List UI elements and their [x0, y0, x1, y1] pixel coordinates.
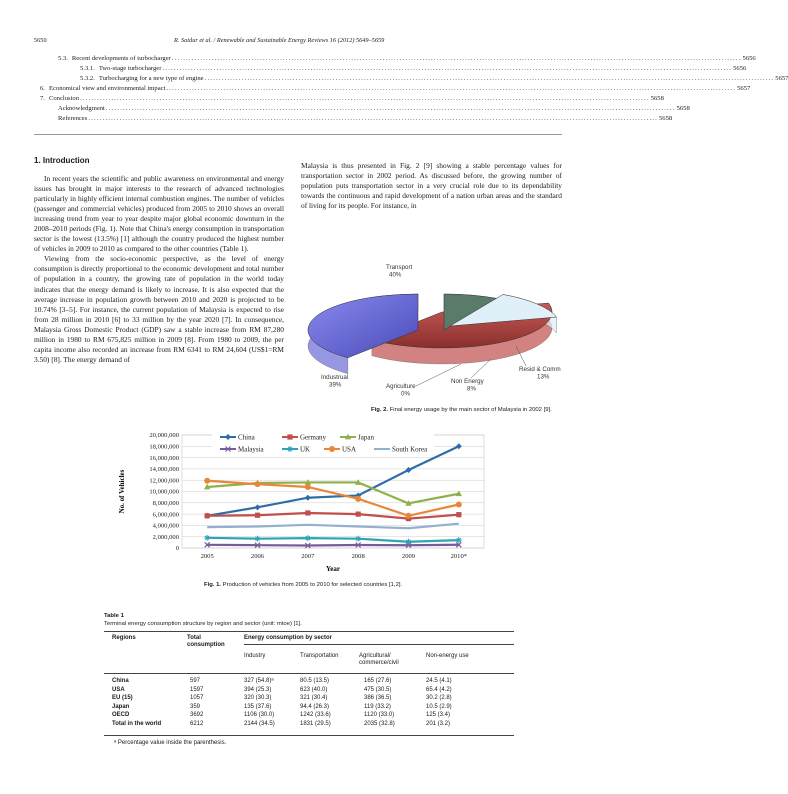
y-tick-label: 4,000,000 — [152, 522, 179, 530]
table-cell-industry: 1106 (30.0) — [244, 712, 275, 719]
x-tick-label: 2006 — [250, 553, 265, 560]
legend-label-china: China — [238, 433, 255, 442]
table-cell-transport: 1831 (29.5) — [300, 721, 331, 727]
toc-number: 6. — [40, 85, 45, 92]
pie-label-nonenergy — [451, 378, 485, 393]
table-cell-total: 3692 — [190, 712, 204, 719]
x-tick-label: 2009 — [401, 553, 416, 560]
toc-title: Two-stage turbocharger — [98, 65, 162, 72]
table-cell-region: China — [112, 678, 129, 684]
toc-leader: ........................................................................................................................................................................................................ — [171, 55, 742, 62]
x-tick-label: 2008 — [351, 553, 365, 560]
pie-label-value: 13% — [537, 373, 550, 381]
y-tick-label: 10,000,000 — [149, 488, 179, 496]
toc-entry[interactable] — [34, 65, 747, 74]
page-number: 5650 — [34, 37, 47, 44]
pie-label-value: 0% — [401, 390, 410, 398]
toc-title: Turbocharging for a new type of engine — [98, 75, 204, 82]
toc-leader: ........................................................................................................................................................................................................ — [105, 105, 676, 112]
legend-label-uk: UK — [300, 445, 311, 454]
toc-entry[interactable] — [34, 115, 673, 124]
data-point-usa — [204, 478, 210, 484]
toc-title: Economical view and environmental impact — [48, 85, 166, 92]
table-row — [104, 721, 514, 729]
series-line-malaysia — [207, 545, 459, 546]
caption-text: Production of vehicles from 2005 to 2010 for selected countries [1,2]. — [222, 582, 403, 588]
pie-label-value: 8% — [467, 385, 476, 393]
toc-divider — [34, 134, 562, 135]
table-cell-region: OECD — [112, 712, 130, 719]
table-cell-total: 6212 — [190, 721, 204, 727]
toc-leader: ........................................................................................................................................................................................................ — [204, 75, 775, 82]
caption-label: Fig. 2. — [371, 407, 389, 413]
y-tick-label: 16,000,000 — [149, 454, 179, 462]
toc-entry[interactable] — [34, 85, 751, 94]
legend-label-south-korea: South Korea — [392, 445, 428, 454]
table-cell-agri: 386 (36.5) — [364, 695, 392, 702]
toc-page: 5657 — [775, 75, 788, 82]
table-row — [104, 687, 514, 695]
legend-label-usa: USA — [342, 445, 357, 454]
pie-label-text: Non Energy — [451, 378, 484, 385]
table-cell-region: Total in the world — [112, 721, 162, 727]
toc-entry[interactable] — [34, 55, 756, 64]
table-cell-total: 1597 — [190, 686, 204, 693]
data-point-usa — [255, 481, 261, 487]
table-cell-transport: 80.5 (13.5) — [300, 678, 330, 684]
table-cell-industry: 320 (30.3) — [244, 695, 272, 702]
x-tick-label: 2007 — [301, 553, 315, 560]
table-cell-nonenergy: 30.2 (2.8) — [426, 695, 452, 702]
toc-title: Recent developments of turbocharger — [71, 55, 171, 62]
table-row — [104, 712, 514, 720]
table-cell-region: USA — [112, 686, 125, 693]
pie-label-industrual — [321, 374, 348, 389]
legend-label-germany: Germany — [300, 433, 327, 442]
table-cell-agri: 475 (30.5) — [364, 686, 392, 693]
data-point-germany — [305, 510, 310, 515]
y-tick-label: 8,000,000 — [152, 500, 179, 507]
pie-label-text: Resid & Comm — [519, 366, 561, 373]
col-header-industry: Industry — [244, 653, 266, 659]
table-cell-nonenergy: 125 (3.4) — [426, 712, 451, 719]
table-cell-industry: 135 (37.6) — [244, 703, 272, 710]
left-column — [34, 174, 284, 365]
data-point-usa — [406, 513, 412, 519]
table-cell-total: 597 — [190, 678, 201, 684]
group-rule — [244, 644, 514, 645]
data-point-usa — [456, 501, 462, 507]
y-tick-label: 6,000,000 — [152, 511, 179, 519]
table-of-contents — [34, 55, 788, 130]
data-point-germany — [205, 513, 210, 518]
toc-number: 5.3.1. — [80, 65, 95, 72]
x-tick-label: 2005 — [200, 553, 214, 560]
toc-page: 5656 — [733, 65, 747, 72]
data-point-germany — [456, 512, 461, 517]
x-axis-label: Year — [326, 565, 340, 573]
table-cell-transport: 623 (40.0) — [300, 686, 328, 693]
table-cell-nonenergy: 201 (3.2) — [426, 721, 451, 727]
right-column — [301, 161, 562, 211]
table-row — [104, 678, 514, 686]
col-header-agri: Agricultural/ commerce/civil — [359, 653, 399, 666]
y-tick-label: 18,000,000 — [149, 443, 179, 451]
table-cell-agri: 2035 (32.8) — [364, 721, 395, 727]
running-header — [34, 37, 562, 44]
pie-label-value: 39% — [329, 381, 342, 389]
data-point-usa — [305, 484, 311, 490]
table1-footnote: ᵃ Percentage value inside the parenthesis. — [114, 740, 227, 746]
data-point-usa — [355, 496, 361, 502]
table-cell-total: 1057 — [190, 695, 204, 702]
table-cell-nonenergy: 65.4 (4.2) — [426, 686, 452, 693]
toc-leader: ........................................................................................................................................................................................................ — [166, 85, 737, 92]
table-cell-region: EU (15) — [112, 695, 133, 702]
y-axis-label: No. of Vehicles — [118, 469, 126, 514]
legend-marker-germany — [287, 434, 292, 439]
y-tick-label: 12,000,000 — [149, 477, 179, 485]
intro-paragraph-3: Malaysia is thus presented in Fig. 2 [9] showing a stable percentage values for transportation sector in 2002 period. As discussed before, the growing number of population puts transportation sector in a very crucial role due to its dependability towards the continuous and rapid development of a nation urban areas and the standard of living for its people. For instance, in — [301, 161, 562, 211]
fig2-pie-chart — [301, 256, 562, 402]
table-cell-agri: 165 (27.6) — [364, 678, 392, 684]
y-tick-label: 0 — [175, 545, 179, 553]
fig1-caption — [204, 582, 402, 588]
header-rule — [104, 673, 514, 674]
table-row — [104, 695, 514, 703]
table1-label: Table 1 — [104, 613, 124, 619]
toc-title: Conclusion — [48, 95, 79, 102]
x-tick-label: 2010* — [450, 553, 468, 560]
y-tick-label: 2,000,000 — [152, 533, 179, 541]
toc-page: 5658 — [658, 115, 673, 122]
table-cell-transport: 94.4 (26.3) — [300, 703, 330, 710]
section-heading: 1. Introduction — [34, 156, 90, 165]
y-tick-label: 20,000,000 — [149, 432, 179, 440]
table-cell-agri: 119 (33.2) — [364, 703, 391, 710]
caption-text: Final energy usage by the main sector of Malaysia in 2002 [9]. — [389, 407, 552, 413]
intro-paragraph-1: In recent years the scientific and public awareness on environmental and energy issues has brought in major interests to the research of advanced technologies particularly in highly efficient internal combustion engines. The number of vehicles (passenger and commercial vehicles) produced from 2005 to 2010 shows an overall increasing trend from year to year despite major global economic downturn in the 2008–2010 periods (Fig. 1). Note that China's energy consumption in transportation sector is the lowest (13.5%) [1] although the country produced the highest number of vehicles in 2009 to 2010 as compared to the other countries (Table 1). — [34, 174, 284, 254]
toc-number: 7. — [40, 95, 45, 102]
toc-page: 5656 — [742, 55, 756, 62]
table-cell-transport: 321 (30.4) — [300, 695, 328, 702]
pie-label-text: Transport — [386, 264, 413, 271]
table-cell-agri: 1120 (33.0) — [364, 712, 395, 719]
legend-label-japan: Japan — [358, 433, 374, 442]
toc-entry[interactable] — [34, 75, 788, 84]
fig1-line-chart — [112, 424, 492, 582]
pie-label-transport — [386, 264, 413, 279]
col-header-group: Energy consumption by sector — [244, 635, 333, 641]
col-header-total: Total consumption — [187, 635, 225, 648]
table-cell-total: 359 — [190, 703, 201, 710]
table-cell-region: Japan — [112, 703, 130, 710]
caption-label: Fig. 1. — [204, 582, 222, 588]
toc-page: 5658 — [676, 105, 690, 112]
table-cell-industry: 2144 (34.5) — [244, 721, 275, 727]
pie-label-text: Industrual — [321, 374, 349, 381]
data-point-germany — [356, 512, 361, 517]
pie-label-agriculture — [386, 383, 416, 398]
toc-leader: ........................................................................................................................................................................................................ — [88, 115, 658, 122]
toc-entry[interactable] — [34, 95, 664, 104]
table-cell-industry: 394 (25.3) — [244, 686, 272, 693]
col-header-nonenergy: Non-energy use — [426, 653, 469, 659]
legend-label-malaysia: Malaysia — [238, 445, 264, 454]
toc-leader: ........................................................................................................................................................................................................ — [162, 65, 733, 72]
table-bottom-rule — [104, 735, 514, 736]
table1-caption: Terminal energy consumption structure by region and sector (unit: mtoe) [1]. — [104, 621, 302, 627]
fig2-caption — [371, 407, 552, 413]
intro-paragraph-2: Viewing from the socio-economic perspective, as the level of energy consumption is directly proportional to the economic development and total number of population in a country, the growing rate of population in the world today indicates that the energy demand is likely to increase. It is also expected that the average increase in population growth between 2010 and 2020 is projected to be 10.74% [3–5]. For instance, the current population of Malaysia is expected to rise from 28 million in 2010 [6] to 33 million by the year 2020 [7]. In consequence, Malaysia Gross Domestic Product (GDP) saw a stable increase from RM 87,280 million in 1980 to RM 675,825 million in 2009 [8]. From 1980 to 2009, the per capita income also recorded an increase from RM 6341 to RM 24,604 (US$1=RM 3.50) [8]. The energy demand of — [34, 254, 284, 364]
table-cell-nonenergy: 24.5 (4.1) — [426, 678, 452, 684]
table-cell-industry: 327 (54.8)ᵃ — [244, 678, 274, 684]
table-top-rule — [104, 631, 514, 632]
y-tick-label: 14,000,000 — [149, 466, 179, 474]
toc-number: 5.3.2. — [80, 75, 95, 82]
journal-citation: R. Saidur et al. / Renewable and Sustainable Energy Reviews 16 (2012) 5649–5659 — [174, 37, 385, 44]
pie-label-text: Agriculture — [386, 383, 416, 390]
legend-marker-usa — [329, 446, 335, 452]
table-cell-nonenergy: 10.5 (2.9) — [426, 703, 452, 710]
data-point-germany — [255, 513, 260, 518]
toc-page: 5658 — [650, 95, 664, 102]
toc-title: References — [58, 115, 88, 122]
toc-title: Acknowledgment — [58, 105, 105, 112]
toc-page: 5657 — [737, 85, 751, 92]
toc-number: 5.3. — [58, 55, 68, 62]
col-header-transport: Transportation — [300, 653, 339, 659]
toc-leader: ........................................................................................................................................................................................................ — [80, 95, 650, 102]
pie-label-value: 40% — [389, 271, 402, 279]
col-header-regions: Regions — [112, 635, 136, 641]
pie-label-residcomm — [519, 366, 561, 381]
toc-entry[interactable] — [34, 105, 690, 114]
table-row — [104, 704, 514, 712]
table-cell-transport: 1242 (33.6) — [300, 712, 331, 719]
